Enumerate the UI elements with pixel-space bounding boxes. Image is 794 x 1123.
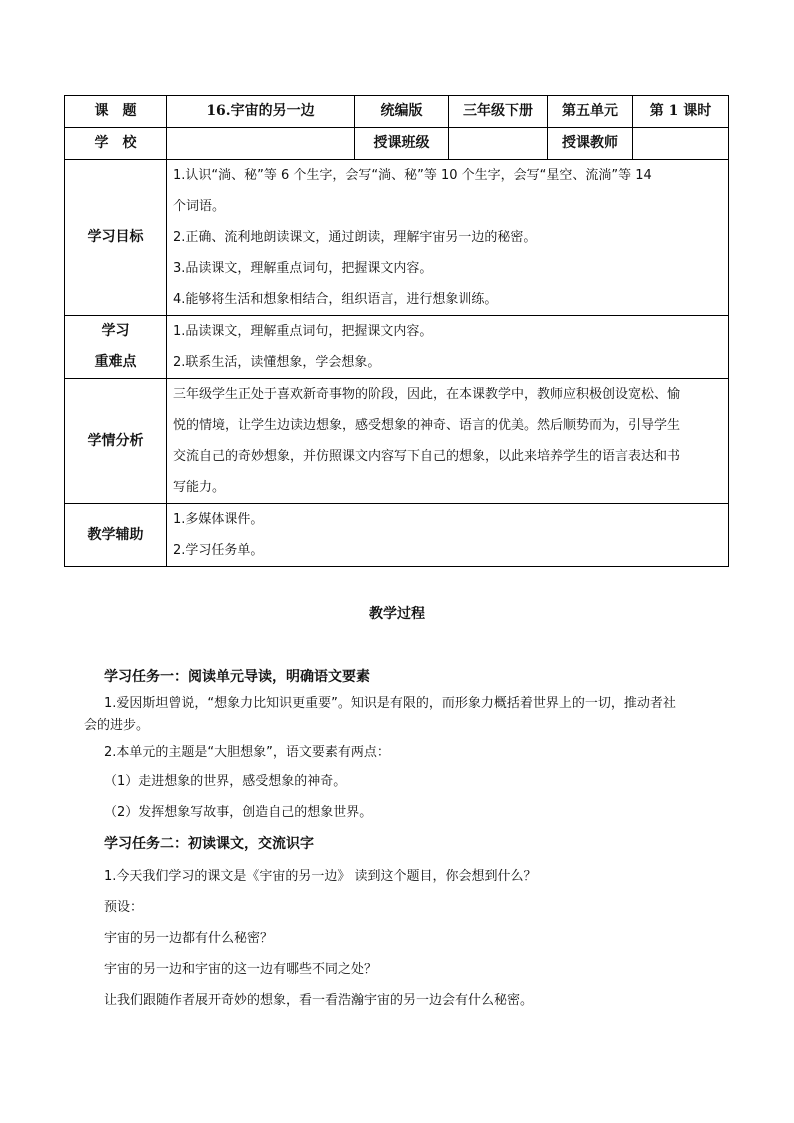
objective-line: 3.品读课文，理解重点词句，把握课文内容。 bbox=[173, 261, 433, 276]
lesson-plan-table bbox=[64, 95, 729, 567]
task2-paragraph-4: 宇宙的另一边和宇宙的这一边有哪些不同之处？ bbox=[104, 962, 378, 977]
task1-paragraph-1 bbox=[84, 693, 726, 715]
key-points-label-line2: 重难点 bbox=[94, 354, 137, 370]
task1-p1-line2: 会的进步。 bbox=[84, 718, 150, 733]
task2-title: 学习任务二：初读课文，交流识字 bbox=[104, 836, 314, 852]
task2-paragraph-5: 让我们跟随作者展开奇妙的想象，看一看浩瀚宇宙的另一边会有什么秘密。 bbox=[104, 993, 534, 1008]
aids-label: 教学辅助 bbox=[65, 504, 167, 567]
task1-paragraph-2: 2.本单元的主题是“大胆想象”，语文要素有两点： bbox=[104, 745, 390, 760]
key-point-line: 2.联系生活，读懂想象，学会想象。 bbox=[173, 355, 381, 370]
school-row bbox=[65, 128, 729, 160]
task2-paragraph-1: 1.今天我们学习的课文是《宇宙的另一边》 读到这个题目，你会想到什么？ bbox=[104, 869, 537, 884]
analysis-line: 写能力。 bbox=[173, 480, 226, 495]
task1-p1-line1: 1.爱因斯坦曾说，“想象力比知识更重要”。知识是有限的，而形象力概括着世界上的一切，推动者社 bbox=[104, 696, 676, 711]
header-row bbox=[65, 96, 729, 128]
edition: 统编版 bbox=[355, 96, 449, 128]
class-value bbox=[449, 128, 548, 160]
analysis-content bbox=[167, 379, 729, 504]
analysis-line: 悦的情境，让学生边读边想象，感受想象的神奇、语言的优美。然后顺势而为，引导学生 bbox=[173, 418, 681, 433]
teacher-value bbox=[633, 128, 729, 160]
analysis-label: 学情分析 bbox=[65, 379, 167, 504]
key-points-content bbox=[167, 316, 729, 379]
unit: 第五单元 bbox=[548, 96, 633, 128]
objectives-content bbox=[167, 160, 729, 316]
process-title: 教学过程 bbox=[369, 606, 425, 622]
task2-paragraph-3: 宇宙的另一边都有什么秘密？ bbox=[104, 931, 274, 946]
school-label: 学 校 bbox=[65, 128, 167, 160]
course-label: 课 题 bbox=[65, 96, 167, 128]
teacher-label: 授课教师 bbox=[548, 128, 633, 160]
key-points-label-line1: 学习 bbox=[101, 323, 130, 339]
objective-line: 个词语。 bbox=[173, 199, 226, 214]
analysis-line: 三年级学生正处于喜欢新奇事物的阶段，因此，在本课教学中，教师应积极创设宽松、愉 bbox=[173, 387, 681, 402]
objective-line: 4.能够将生活和想象相结合，组织语言，进行想象训练。 bbox=[173, 292, 498, 307]
analysis-row bbox=[65, 379, 729, 504]
aids-content bbox=[167, 504, 729, 567]
objectives-label: 学习目标 bbox=[65, 160, 167, 316]
class-label: 授课班级 bbox=[355, 128, 449, 160]
aid-line: 1.多媒体课件。 bbox=[173, 512, 264, 527]
grade: 三年级下册 bbox=[449, 96, 548, 128]
key-points-label bbox=[65, 316, 167, 379]
analysis-line: 交流自己的奇妙想象，并仿照课文内容写下自己的想象，以此来培养学生的语言表达和书 bbox=[173, 449, 681, 464]
school-value bbox=[167, 128, 355, 160]
aids-row bbox=[65, 504, 729, 567]
key-point-line: 1.品读课文，理解重点词句，把握课文内容。 bbox=[173, 324, 433, 339]
task2-paragraph-2: 预设： bbox=[104, 900, 144, 915]
course-title: 16.宇宙的另一边 bbox=[167, 96, 355, 128]
objective-line: 2.正确、流利地朗读课文，通过朗读，理解宇宙另一边的秘密。 bbox=[173, 230, 537, 245]
key-points-row bbox=[65, 316, 729, 379]
objective-line: 1.认识“淌、秘”等 6 个生字，会写“淌、秘”等 10 个生字，会写“星空、流淌”等 14 bbox=[173, 168, 652, 183]
lesson-number: 第 1 课时 bbox=[633, 96, 729, 128]
objectives-row bbox=[65, 160, 729, 316]
task1-paragraph-4: （2）发挥想象写故事，创造自己的想象世界。 bbox=[104, 805, 373, 820]
aid-line: 2.学习任务单。 bbox=[173, 543, 264, 558]
task1-title: 学习任务一：阅读单元导读，明确语文要素 bbox=[104, 669, 370, 685]
task1-paragraph-3: （1）走进想象的世界，感受想象的神奇。 bbox=[104, 774, 347, 789]
